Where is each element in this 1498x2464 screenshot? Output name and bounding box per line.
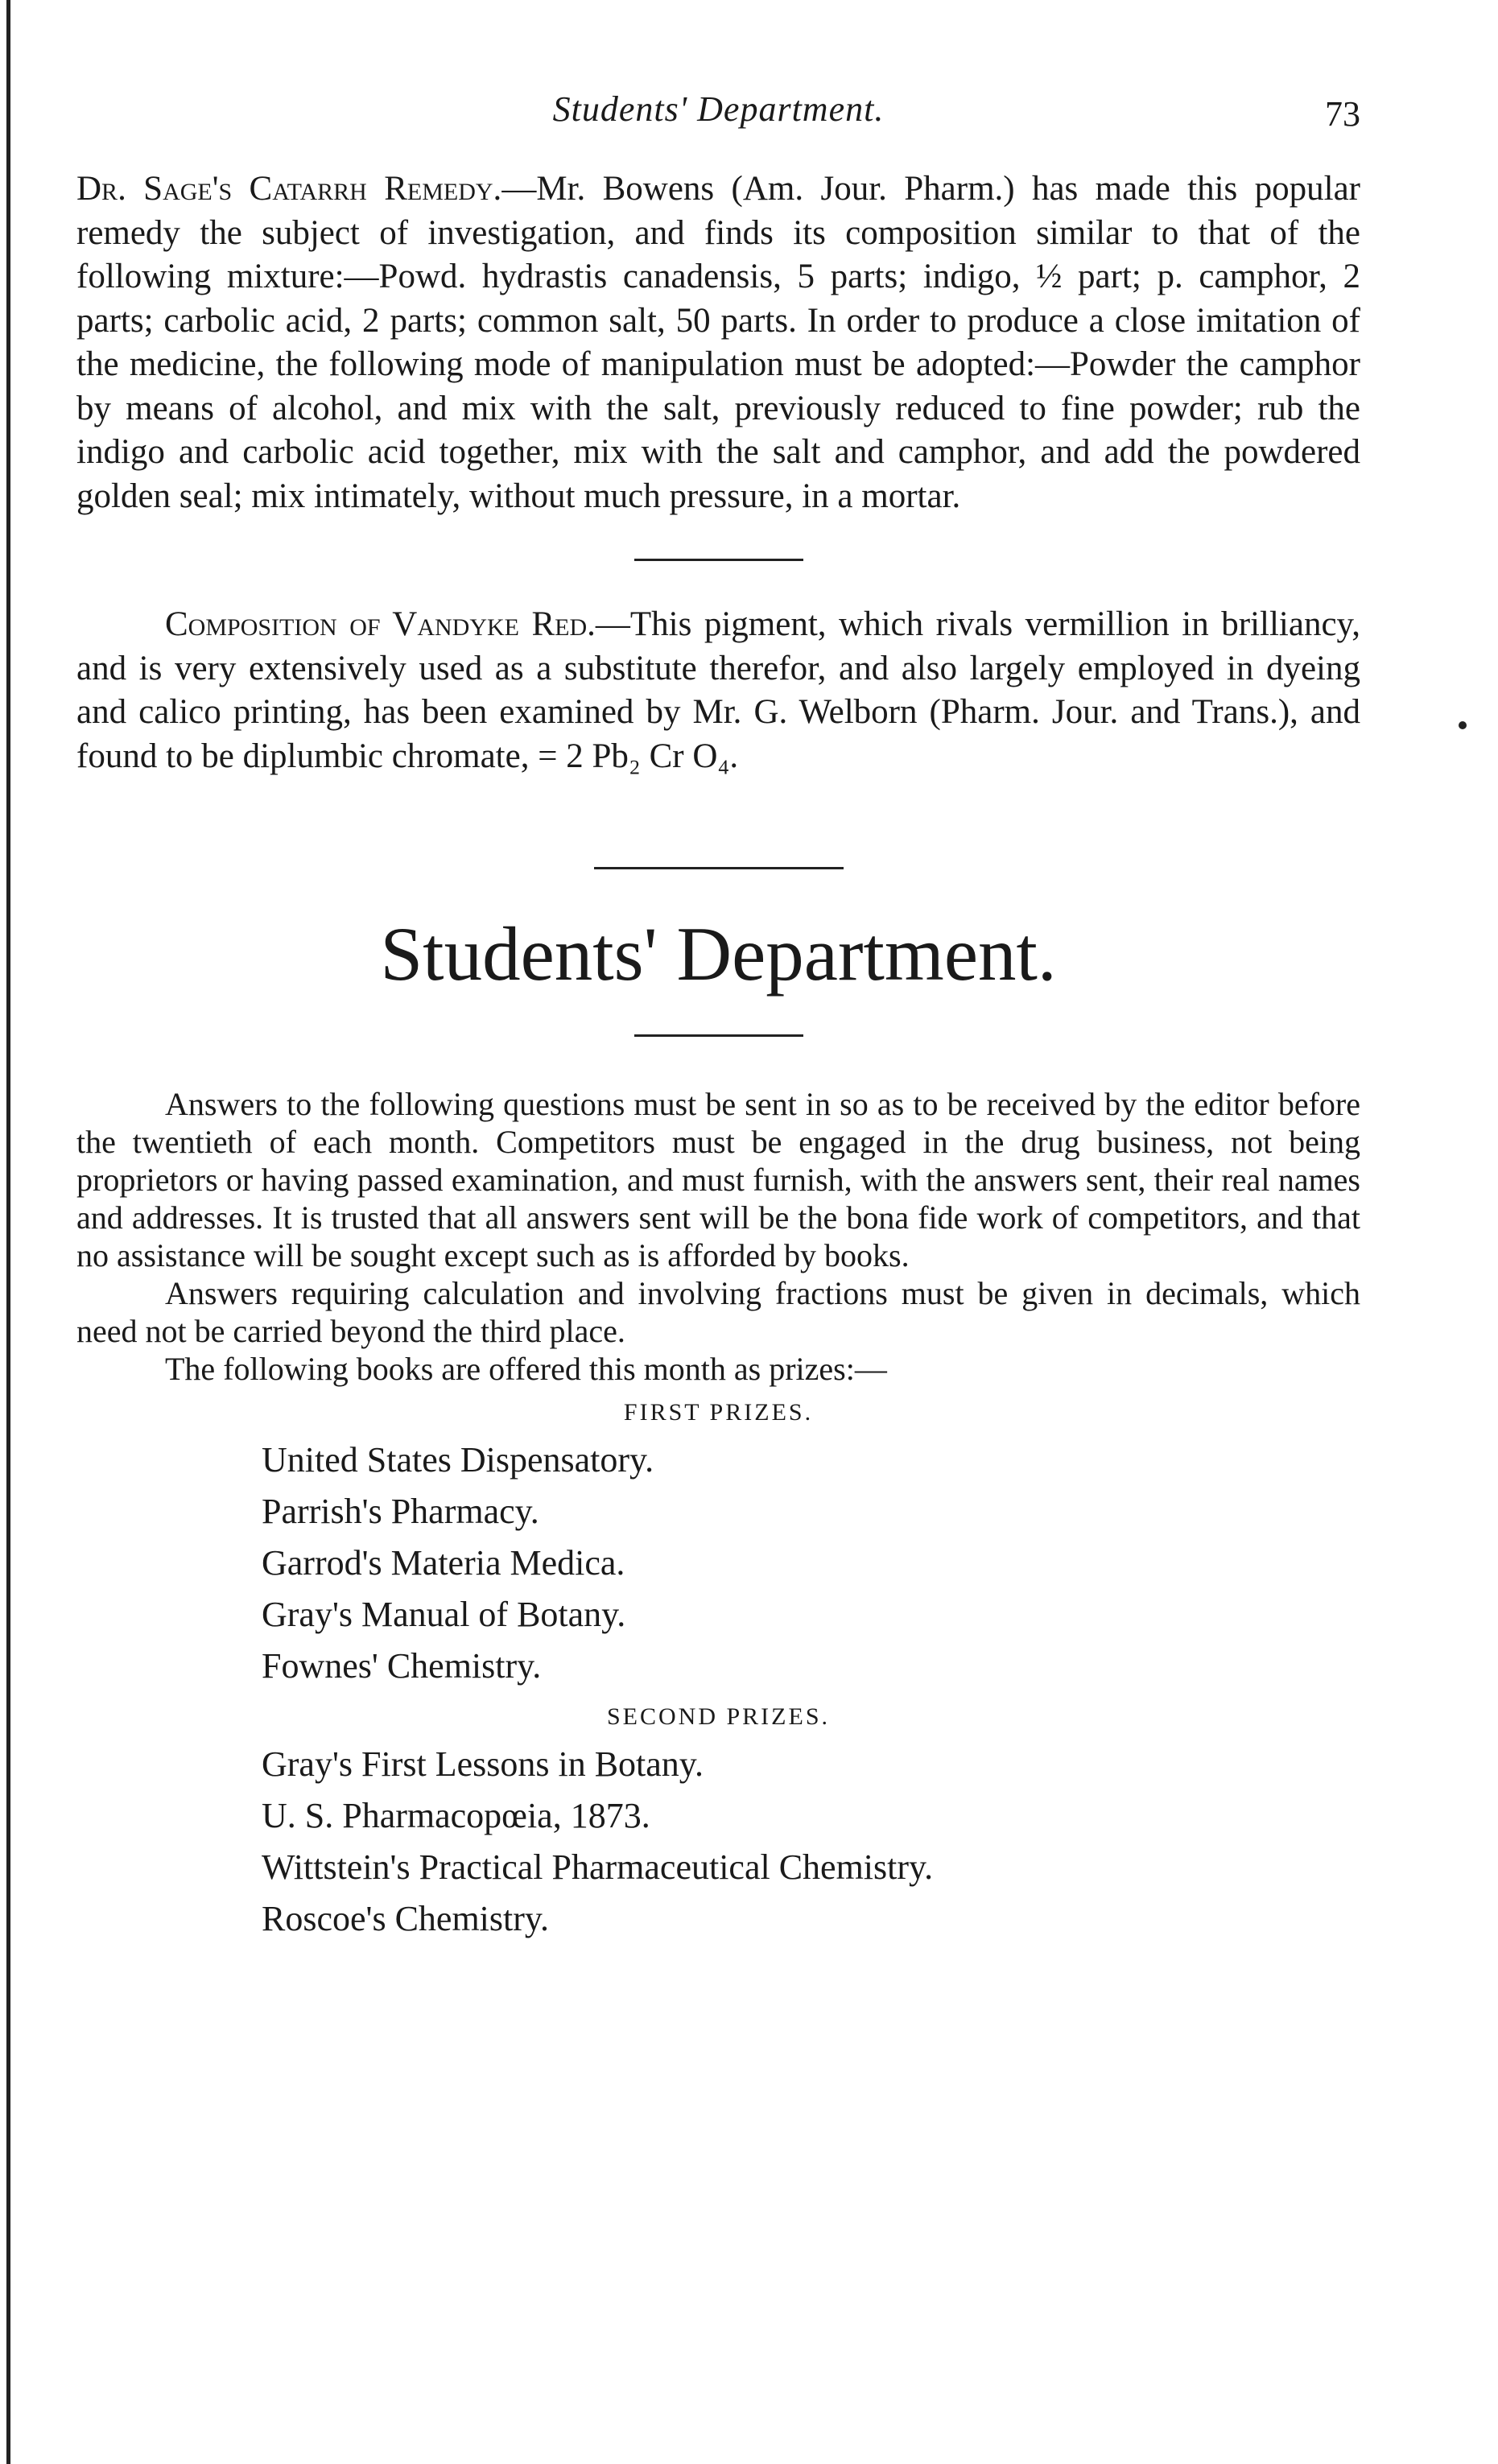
- running-title: Students' Department.: [552, 89, 885, 129]
- page-edge: [6, 0, 10, 2464]
- second-prizes-heading: SECOND PRIZES.: [606, 1703, 831, 1730]
- section-rule-top: [594, 867, 844, 869]
- prize-item: Garrod's Materia Medica.: [262, 1543, 625, 1583]
- second-prizes-list: [76, 1739, 1360, 1945]
- prize-item: Wittstein's Practical Pharmaceutical Chemistry.: [262, 1847, 934, 1887]
- prize-item: Fownes' Chemistry.: [262, 1646, 542, 1686]
- competition-notice: [76, 1085, 1360, 1388]
- page: [76, 89, 1360, 1945]
- article-paragraph: [76, 167, 1360, 518]
- article-heading: Dr. Sage's Catarrh Remedy.: [76, 170, 502, 208]
- prize-item: United States Dispensatory.: [262, 1440, 654, 1480]
- notice-paragraph: Answers to the following questions must be sent in so as to be received by the editor before the twentieth of each month. Competitors must be engaged in the drug business, not being proprietors or having passed examination, and must furnish, with the answers sent, their real names and addresses. It is trusted that all answers sent will be the bona fide work of competitors, and that no assistance will be sought except such as is afforded by books.: [76, 1086, 1360, 1273]
- article-vandyke-red: [76, 603, 1360, 778]
- prize-item: U. S. Pharmacopœia, 1873.: [262, 1796, 650, 1835]
- notice-paragraph: Answers requiring calculation and involving fractions must be given in decimals, which need not be carried beyond the third place.: [76, 1275, 1360, 1349]
- prize-item: Parrish's Pharmacy.: [262, 1492, 539, 1531]
- notice-paragraph: The following books are offered this month as prizes:—: [165, 1351, 887, 1387]
- first-prizes-list: [76, 1434, 1360, 1692]
- prizes: [76, 1399, 1360, 1945]
- section-rule-bottom: [634, 1034, 803, 1037]
- print-speck: [1459, 721, 1467, 729]
- article-body: —Mr. Bowens (Am. Jour. Pharm.) has made this popular remedy the subject of investigation, and finds its composition similar to that of the following mixture:—Powd. hydrastis canadensis, 5 parts; indigo, ½ part; p. camphor, 2 parts; carbolic acid, 2 parts; common salt, 50 parts. In order to produce a close imitation of the medicine, the following mode of manipulation must be adopted:—Powder the camphor by means of alcohol, and mix with the salt, previously reduced to fine powder; rub the indigo and carbolic acid together, mix with the salt and camphor, and add the powdered golden seal; mix intimately, without much pressure, in a mortar.: [76, 170, 1360, 515]
- prize-item: Gray's First Lessons in Botany.: [262, 1744, 704, 1784]
- first-prizes-heading: FIRST PRIZES.: [623, 1399, 814, 1426]
- article-body: —This pigment, which rivals vermillion in brilliancy, and is very extensively used as a substitute therefor, and also largely employed in dyeing and calico printing, has been examined by Mr. G. Welborn (Pharm. Jour. and Trans.), and found to be diplumbic chromate, = 2 Pb₂ Cr O₄.: [76, 605, 1360, 775]
- short-rule: [634, 559, 803, 561]
- section-title: Students' Department.: [380, 911, 1057, 997]
- running-head: [76, 89, 1360, 145]
- article-paragraph: [76, 603, 1360, 778]
- prize-item: Gray's Manual of Botany.: [262, 1595, 626, 1634]
- article-heading: Composition of Vandyke Red.: [165, 605, 596, 643]
- article-catarrh-remedy: [76, 167, 1360, 518]
- prize-item: Roscoe's Chemistry.: [262, 1899, 550, 1938]
- page-number: 73: [1325, 94, 1360, 134]
